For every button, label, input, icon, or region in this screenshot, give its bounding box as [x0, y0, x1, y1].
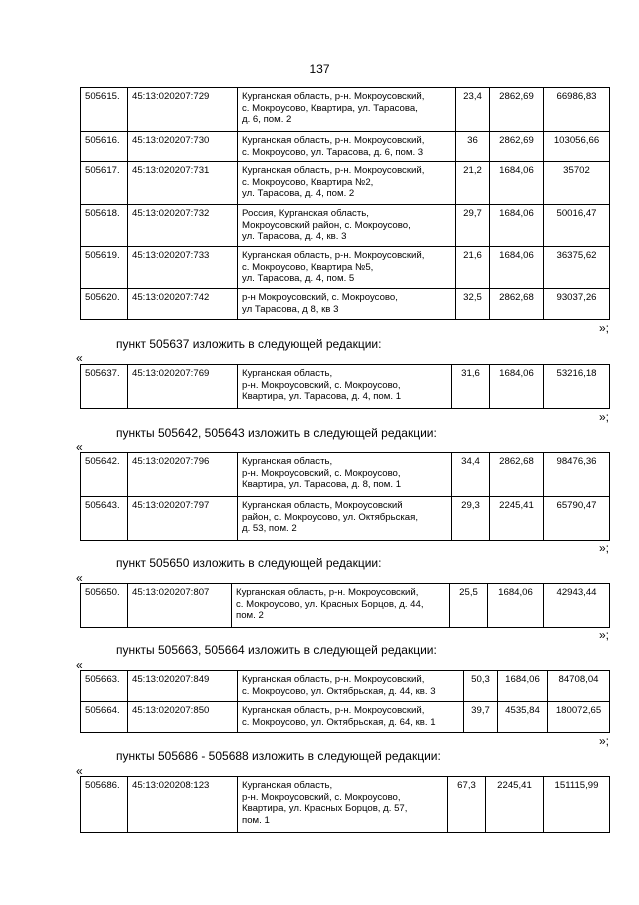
closing-quote: »; — [598, 628, 609, 642]
address: Курганская область, р-н. Мокроусовский, с. Мокроусово, ул. Красных Борцов, д. 44, пом. 2 — [232, 584, 450, 628]
cadastral-number: 45:13:020207:849 — [128, 671, 238, 702]
unit-price: 1684,06 — [490, 365, 544, 409]
item-number: 505617. — [81, 162, 128, 205]
cadastral-cost: 66986,83 — [544, 88, 610, 132]
table-row — [81, 584, 610, 628]
table-row — [81, 702, 610, 733]
unit-price: 2245,41 — [490, 497, 544, 541]
address: Курганская область, Мокроусовский район, с. Мокроусово, ул. Октябрьская, д. 53, пом. 2 — [238, 497, 452, 541]
address: Россия, Курганская область, Мокроусовский район, с. Мокроусово, ул. Тарасова, д. 4, кв. 3 — [238, 205, 456, 247]
unit-price: 1684,06 — [490, 247, 544, 289]
table-row — [81, 88, 610, 132]
registry-table — [80, 670, 610, 733]
cadastral-cost: 84708,04 — [548, 671, 610, 702]
item-number: 505615. — [81, 88, 128, 132]
opening-quote: « — [76, 764, 83, 778]
cadastral-number: 45:13:020207:731 — [128, 162, 238, 205]
cadastral-number: 45:13:020207:850 — [128, 702, 238, 733]
closing-quote: »; — [598, 410, 609, 424]
cadastral-number: 45:13:020207:742 — [128, 289, 238, 320]
cadastral-number: 45:13:020207:732 — [128, 205, 238, 247]
cadastral-cost: 151115,99 — [544, 777, 610, 833]
table-row — [81, 365, 610, 409]
cadastral-cost: 180072,65 — [548, 702, 610, 733]
table-row — [81, 247, 610, 289]
item-number: 505643. — [81, 497, 128, 541]
area: 39,7 — [464, 702, 498, 733]
area: 29,3 — [452, 497, 490, 541]
amendment-heading: пункты 505686 - 505688 изложить в следующей редакции: — [116, 749, 441, 763]
table-row — [81, 777, 610, 833]
address: Курганская область, р-н. Мокроусовский, с. Мокроусово, Квартира, ул. Тарасова, д. 4, пом. 1 — [238, 365, 452, 409]
cadastral-cost: 42943,44 — [544, 584, 610, 628]
item-number: 505637. — [81, 365, 128, 409]
address: р-н Мокроусовский, с. Мокроусово, ул Тарасова, д 8, кв 3 — [238, 289, 456, 320]
area: 29,7 — [456, 205, 490, 247]
area: 32,5 — [456, 289, 490, 320]
area: 34,4 — [452, 453, 490, 497]
item-number: 505620. — [81, 289, 128, 320]
address: Курганская область, р-н. Мокроусовский, с. Мокроусово, Квартира №5, ул. Тарасова, д. 4, пом. 5 — [238, 247, 456, 289]
closing-quote: »; — [598, 321, 609, 335]
item-number: 505616. — [81, 132, 128, 162]
area: 31,6 — [452, 365, 490, 409]
table-row — [81, 671, 610, 702]
unit-price: 2862,69 — [490, 88, 544, 132]
unit-price: 2245,41 — [486, 777, 544, 833]
table-row — [81, 132, 610, 162]
cadastral-number: 45:13:020207:729 — [128, 88, 238, 132]
cadastral-cost: 65790,47 — [544, 497, 610, 541]
closing-quote: »; — [598, 734, 609, 748]
area: 25,5 — [450, 584, 488, 628]
table-row — [81, 497, 610, 541]
unit-price: 2862,69 — [490, 132, 544, 162]
area: 21,6 — [456, 247, 490, 289]
unit-price: 1684,06 — [498, 671, 548, 702]
opening-quote: « — [76, 351, 83, 365]
address: Курганская область, р-н. Мокроусовский, с. Мокроусово, ул. Октябрьская, д. 44, кв. 3 — [238, 671, 464, 702]
table-row — [81, 289, 610, 320]
unit-price: 1684,06 — [488, 584, 544, 628]
registry-table — [80, 364, 610, 409]
cadastral-cost: 98476,36 — [544, 453, 610, 497]
registry-table — [80, 452, 610, 541]
cadastral-number: 45:13:020207:733 — [128, 247, 238, 289]
cadastral-cost: 103056,66 — [544, 132, 610, 162]
table-row — [81, 162, 610, 205]
cadastral-cost: 35702 — [544, 162, 610, 205]
cadastral-cost: 36375,62 — [544, 247, 610, 289]
amendment-heading: пункты 505642, 505643 изложить в следующей редакции: — [116, 426, 437, 440]
closing-quote: »; — [598, 541, 609, 555]
item-number: 505619. — [81, 247, 128, 289]
cadastral-number: 45:13:020208:123 — [128, 777, 238, 833]
amendment-heading: пункты 505663, 505664 изложить в следующей редакции: — [116, 643, 437, 657]
area: 23,4 — [456, 88, 490, 132]
cadastral-number: 45:13:020207:807 — [128, 584, 232, 628]
amendment-heading: пункт 505650 изложить в следующей редакции: — [116, 556, 382, 570]
table-row — [81, 453, 610, 497]
area: 50,3 — [464, 671, 498, 702]
table-row — [81, 205, 610, 247]
item-number: 505663. — [81, 671, 128, 702]
area: 67,3 — [448, 777, 486, 833]
cadastral-number: 45:13:020207:769 — [128, 365, 238, 409]
unit-price: 4535,84 — [498, 702, 548, 733]
unit-price: 1684,06 — [490, 162, 544, 205]
address: Курганская область, р-н. Мокроусовский, с. Мокроусово, ул. Октябрьская, д. 64, кв. 1 — [238, 702, 464, 733]
unit-price: 2862,68 — [490, 289, 544, 320]
page-number: 137 — [309, 62, 330, 76]
registry-table — [80, 776, 610, 833]
registry-table — [80, 87, 610, 320]
unit-price: 2862,68 — [490, 453, 544, 497]
amendment-heading: пункт 505637 изложить в следующей редакции: — [116, 337, 382, 351]
item-number: 505618. — [81, 205, 128, 247]
item-number: 505642. — [81, 453, 128, 497]
item-number: 505650. — [81, 584, 128, 628]
area: 21,2 — [456, 162, 490, 205]
address: Курганская область, р-н. Мокроусовский, с. Мокроусово, ул. Тарасова, д. 6, пом. 3 — [238, 132, 456, 162]
cadastral-number: 45:13:020207:797 — [128, 497, 238, 541]
address: Курганская область, р-н. Мокроусовский, с. Мокроусово, Квартира, ул. Красных Борцов, д. 57, пом. 1 — [238, 777, 448, 833]
unit-price: 1684,06 — [490, 205, 544, 247]
area: 36 — [456, 132, 490, 162]
item-number: 505686. — [81, 777, 128, 833]
cadastral-number: 45:13:020207:730 — [128, 132, 238, 162]
cadastral-cost: 53216,18 — [544, 365, 610, 409]
registry-table — [80, 583, 610, 628]
cadastral-cost: 93037,26 — [544, 289, 610, 320]
item-number: 505664. — [81, 702, 128, 733]
opening-quote: « — [76, 658, 83, 672]
cadastral-number: 45:13:020207:796 — [128, 453, 238, 497]
opening-quote: « — [76, 571, 83, 585]
opening-quote: « — [76, 440, 83, 454]
cadastral-cost: 50016,47 — [544, 205, 610, 247]
address: Курганская область, р-н. Мокроусовский, с. Мокроусово, Квартира №2, ул. Тарасова, д. 4, пом. 2 — [238, 162, 456, 205]
address: Курганская область, р-н. Мокроусовский, с. Мокроусово, Квартира, ул. Тарасова, д. 6, пом. 2 — [238, 88, 456, 132]
address: Курганская область, р-н. Мокроусовский, с. Мокроусово, Квартира, ул. Тарасова, д. 8, пом. 1 — [238, 453, 452, 497]
